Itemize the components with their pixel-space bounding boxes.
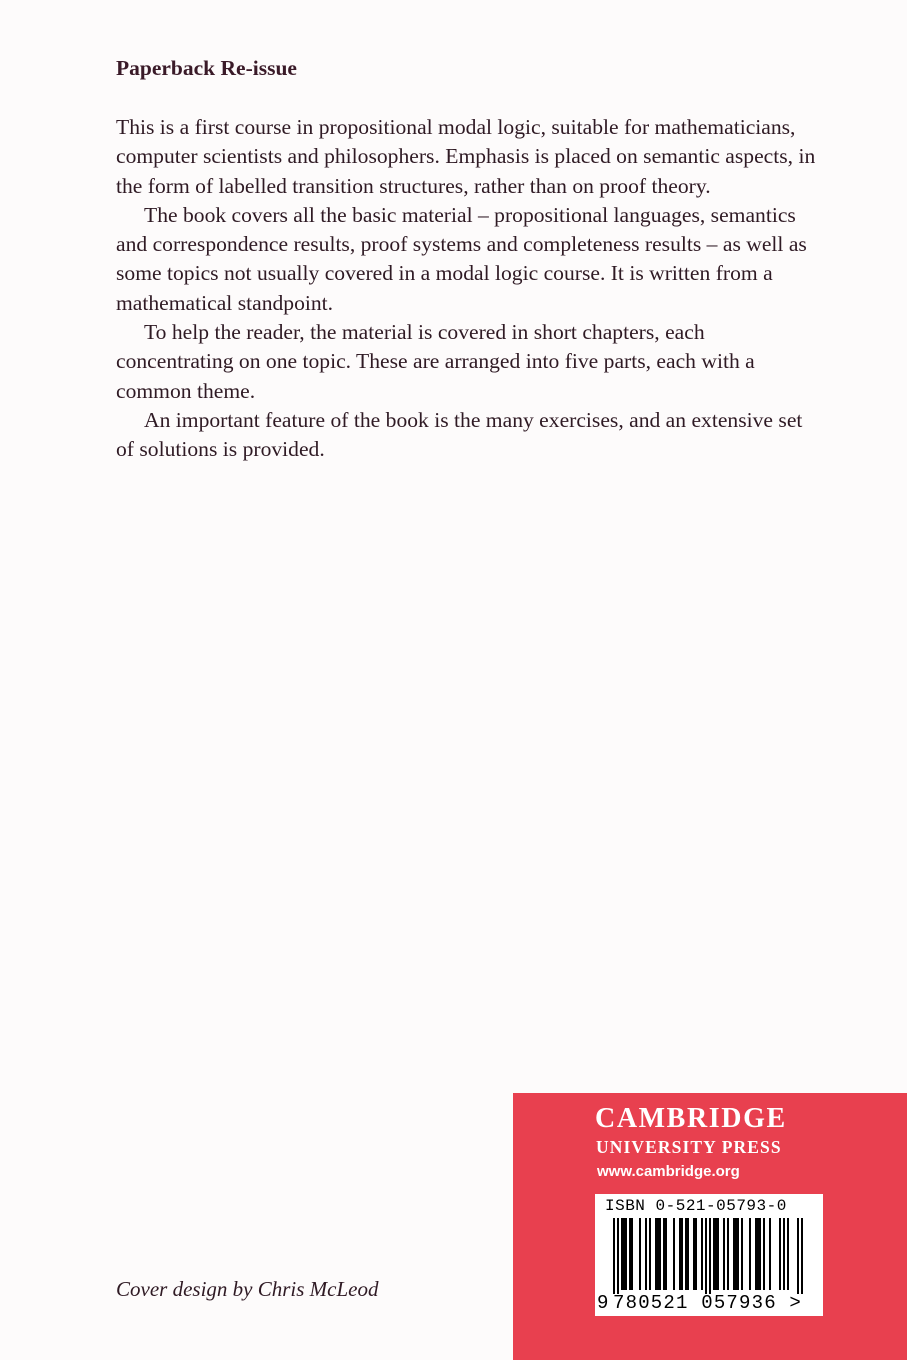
barcode-bar [625,1218,627,1290]
barcode-bar [665,1218,667,1290]
barcode-bar [735,1218,737,1290]
barcode-bar [617,1218,619,1294]
barcode-bar [741,1218,743,1290]
isbn-text: ISBN 0-521-05793-0 [605,1197,787,1215]
ean-first-digit: 9 [597,1292,609,1314]
barcode-bar [613,1218,615,1294]
barcode-bar [769,1218,771,1290]
barcode-bar [695,1218,697,1290]
barcode-bar [783,1218,785,1290]
description-paragraph-3: To help the reader, the material is covered in short chapters, each concentrating on one topic. These are arranged into five parts, each with a common theme. [116,320,755,403]
barcode-bar [709,1218,711,1294]
barcode-label [595,1194,823,1316]
barcode-bar [759,1218,761,1290]
barcode-bar [749,1218,751,1290]
barcode-bar [733,1218,735,1290]
barcode-bar [679,1218,681,1290]
barcode-bar [657,1218,659,1290]
barcode-bar [631,1218,633,1290]
barcode-bar [655,1218,657,1290]
barcode-bar [701,1218,703,1290]
barcode-bar [623,1218,625,1290]
barcode-bar [755,1218,757,1290]
description-paragraph-2: The book covers all the basic material – propositional languages, semantics and correspondence results, proof systems and completeness results – as well as some topics not usually covered in a modal logic course. It is written from a mathematical standpoint. [116,202,807,315]
cover-design-credit: Cover design by Chris McLeod [116,1277,379,1301]
publisher-subtitle: UNIVERSITY PRESS [596,1137,782,1157]
publisher-name: CAMBRIDGE [595,1103,787,1134]
barcode-bar [727,1218,729,1290]
barcode-bar [797,1218,799,1294]
barcode-image [595,1218,823,1294]
barcode-bar [763,1218,765,1290]
barcode-bar [659,1218,661,1290]
barcode-bar [649,1218,651,1290]
barcode-bar [673,1218,675,1290]
barcode-bar [713,1218,715,1290]
description-paragraph-1: This is a first course in propositional modal logic, suitable for mathematicians, computer scientists and philosophers. Emphasis is placed on semantic aspects, in the form of labelled transition structures, rather than on proof theory. [116,115,816,198]
book-description [116,113,816,465]
barcode-bar [801,1218,803,1294]
heading-paperback-reissue: Paperback Re-issue [116,56,297,80]
barcode-bar [693,1218,695,1290]
barcode-bar [629,1218,631,1290]
barcode-bar [685,1218,687,1290]
publisher-block [513,1093,907,1360]
barcode-bar [779,1218,781,1290]
publisher-url: www.cambridge.org [597,1163,740,1180]
barcode-bar [705,1218,707,1294]
barcode-bar [717,1218,719,1290]
barcode-bar [723,1218,725,1290]
barcode-bar [621,1218,623,1290]
barcode-bar [757,1218,759,1290]
barcode-bar [787,1218,789,1290]
description-paragraph-4: An important feature of the book is the many exercises, and an extensive set of solutions is provided. [116,407,803,462]
barcode-bar [663,1218,665,1290]
barcode-bar [687,1218,689,1290]
barcode-bar [639,1218,641,1290]
barcode-bar [645,1218,647,1290]
barcode-bar [681,1218,683,1290]
barcode-bar [737,1218,739,1290]
ean-rest-digits: 780521 057936 > [613,1292,803,1314]
barcode-bar [715,1218,717,1290]
